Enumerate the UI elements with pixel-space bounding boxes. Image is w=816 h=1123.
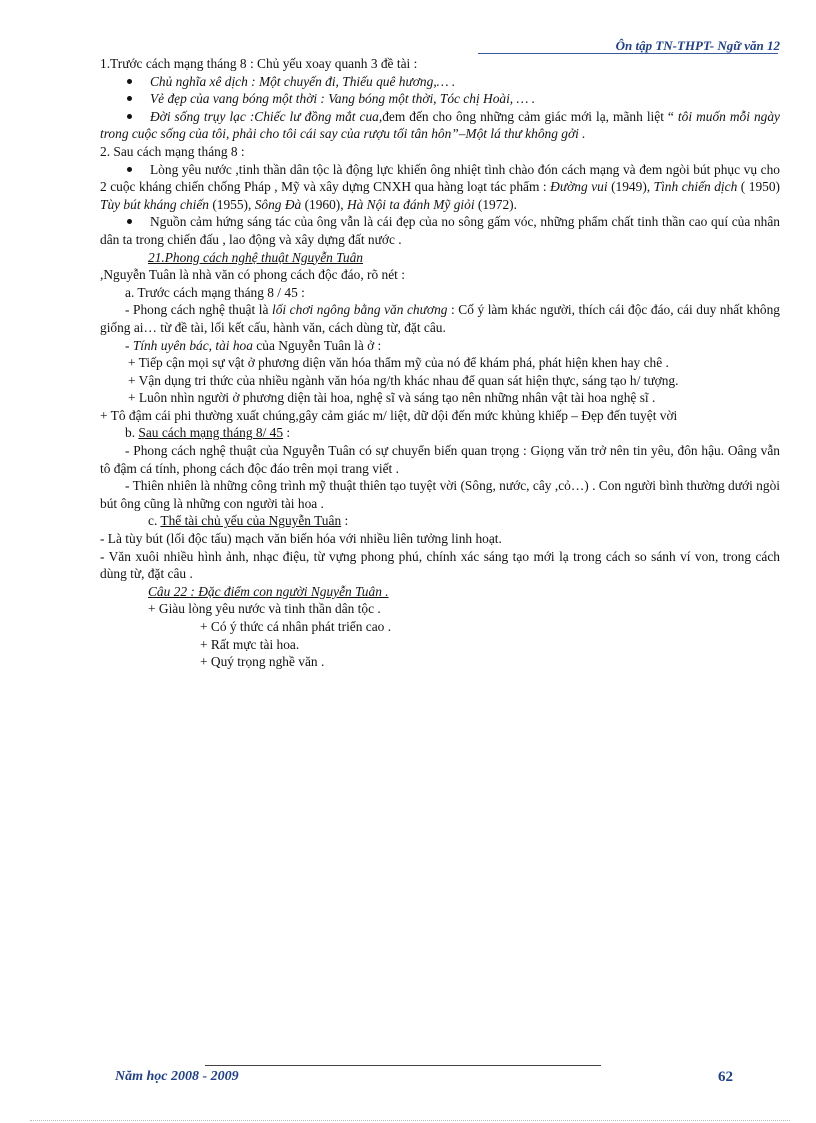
section21-plus-2: + Vận dụng tri thức của nhiều ngành văn hóa ng/th khác nhau để quan sát hiện thực, sáng tạo h/ tượng. xyxy=(128,372,679,388)
footer-rule xyxy=(205,1065,601,1066)
footer-school-year xyxy=(115,1069,239,1085)
subheading-suffix: : xyxy=(283,425,291,441)
section21-intro: ,Nguyễn Tuân là nhà văn có phong cách độc đáo, rõ nét : xyxy=(100,267,405,283)
work-title: Sông Đà xyxy=(254,196,302,212)
section21-c-line-2: - Văn xuôi nhiều hình ảnh, nhạc điệu, từ vựng phong phú, chính xác sáng tạo mới lạ trong cách so sánh ví von, trong cách dùng từ, đặt câu . xyxy=(100,548,780,582)
section2-bullet-1 xyxy=(100,161,780,214)
section2-bullet-2: Nguồn cảm hứng sáng tác của ông vẫn là cái đẹp của no sông gấm vóc, những phẩm chất tinh thần cao quí của nhân dân ta trong chiến đấu , lao động và xây dựng đất nước . xyxy=(100,214,780,247)
section21-c-heading xyxy=(100,512,780,530)
section21-a-heading: a. Trước cách mạng tháng 8 / 45 : xyxy=(125,284,305,300)
section1-bullet-1: Chủ nghĩa xê dịch : Một chuyến đi, Thiếu quê hương,… . xyxy=(100,73,780,91)
work-title: Tình chiến dịch xyxy=(653,179,738,195)
footer-year-label: Năm học xyxy=(115,1069,171,1084)
dash-text: của Nguyễn Tuân là ở : xyxy=(252,337,382,353)
section21-plus-3: + Luôn nhìn người ở phương diện tài hoa, nghệ sĩ và sáng tạo nên những nhân vật tài hoa nghệ sĩ . xyxy=(128,390,656,406)
section21-a-dash-2 xyxy=(100,337,780,355)
work-year: (1960), xyxy=(301,196,347,212)
section22-point-3: + Rất mực tài hoa. xyxy=(200,636,300,652)
section1-heading: 1.Trước cách mạng tháng 8 : Chủ yếu xoay quanh 3 đề tài : xyxy=(100,56,418,71)
page-number: 62 xyxy=(718,1069,733,1085)
subheading-text: Sau cách mạng tháng 8/ 45 xyxy=(138,425,284,441)
section22-title: Câu 22 : Đặc điểm con người Nguyễn Tuân . xyxy=(148,583,389,599)
work-title: Tùy bút kháng chiến xyxy=(100,196,209,212)
section2-heading: 2. Sau cách mạng tháng 8 : xyxy=(100,143,245,159)
work-title: Đường vui xyxy=(550,179,608,195)
footer-year: 2008 - 2009 xyxy=(171,1069,239,1084)
list-marker: b. xyxy=(125,425,139,441)
section21-b-heading xyxy=(100,424,780,442)
section21-b-dash-2: - Thiên nhiên là những công trình mỹ thuật thiên tạo tuyệt vời (Sông, nước, cây ,cỏ…) . Con người bình thường dưới ngòi bút ông cũng là những con người tài hoa . xyxy=(100,478,780,511)
section21-plus-1: + Tiếp cận mọi sự vật ở phương diện văn hóa thẩm mỹ của nó để khám phá, phát hiện khen hay chê . xyxy=(128,355,669,371)
work-year: (1972). xyxy=(474,196,517,212)
section21-a-dash-1 xyxy=(100,301,780,336)
section1-bullet-3 xyxy=(100,108,780,143)
bullet3-quote: tôi muốn mỗi ngày trong cuộc sống của tôi, phải cho tôi cái say của rượu tối tân hôn”–Một lá thư không gởi . xyxy=(100,108,780,142)
section1-bullet-2: Vẻ đẹp của vang bóng một thời : Vang bóng một thời, Tóc chị Hoài, … . xyxy=(100,90,780,108)
dash-emphasis: lối chơi ngông bằng văn chương xyxy=(272,302,448,318)
section21-title: 21.Phong cách nghệ thuật Nguyễn Tuân xyxy=(148,249,363,265)
subheading-text: Thể tài chủ yếu của Nguyễn Tuân xyxy=(160,513,342,529)
section21-plus-4: + Tô đậm cái phi thường xuất chúng,gây cảm giác m/ liệt, dữ dội đến mức khủng khiếp – Đẹp đến tuyệt vời xyxy=(100,407,678,423)
section22-point-1: + Giàu lòng yêu nước và tinh thần dân tộc . xyxy=(148,601,381,617)
list-marker: c. xyxy=(148,513,161,529)
work-year: (1955), xyxy=(208,196,255,212)
work-year: ( 1950) xyxy=(737,179,781,195)
document-body xyxy=(100,55,780,671)
section2-bullet-1-text: Lòng yêu nước ,tinh thần dân tộc là động lực khiến ông nhiệt tình chào đón cách mạng và đem ngòi bút phục vụ cho 2 cuộc kháng chiến chống Pháp , Mỹ và xây dựng CNXH qua hàng loạt tác phẩm : xyxy=(100,161,780,195)
header-rule xyxy=(478,53,778,54)
section21-c-line-1: - Là tùy bút (lối độc tấu) mạch văn biến hóa với nhiều liên tưởng linh hoạt. xyxy=(100,531,502,547)
dash-text: - xyxy=(125,337,133,353)
bullet3-text: đem đến cho ông những cảm giác mới lạ, mãnh liệt “ xyxy=(382,108,674,124)
dash-text: : Cố ý làm khác người, thích cái độc đáo, cái duy nhất không giống ai… từ đề tài, lối kết cấu, hành văn, cách dùng từ, đặt câu. xyxy=(100,302,780,335)
subheading-suffix: : xyxy=(341,513,349,529)
page-header: Ôn tập TN-THPT- Ngữ văn 12 xyxy=(615,38,780,53)
dash-text: - Phong cách nghệ thuật là xyxy=(125,302,272,318)
dash-emphasis: Tính uyên bác, tài hoa xyxy=(132,337,253,353)
bullet3-topic: Đời sống trụy lạc :Chiếc lư đồng mắt cua, xyxy=(150,108,383,124)
section22-point-4: + Quý trọng nghề văn . xyxy=(200,654,325,670)
work-title: Hà Nội ta đánh Mỹ giỏi xyxy=(346,196,475,212)
work-year: (1949), xyxy=(607,179,654,195)
section21-b-dash-1: - Phong cách nghệ thuật của Nguyễn Tuân có sự chuyển biến quan trọng : Giọng văn trở nên tin yêu, đôn hậu. Oâng vẫn tô đậm cá tính, phong cách độc đáo trên mọi trang viết . xyxy=(100,443,780,476)
page-bottom-border xyxy=(30,1120,790,1121)
section22-point-2: + Có ý thức cá nhân phát triển cao . xyxy=(200,619,392,634)
